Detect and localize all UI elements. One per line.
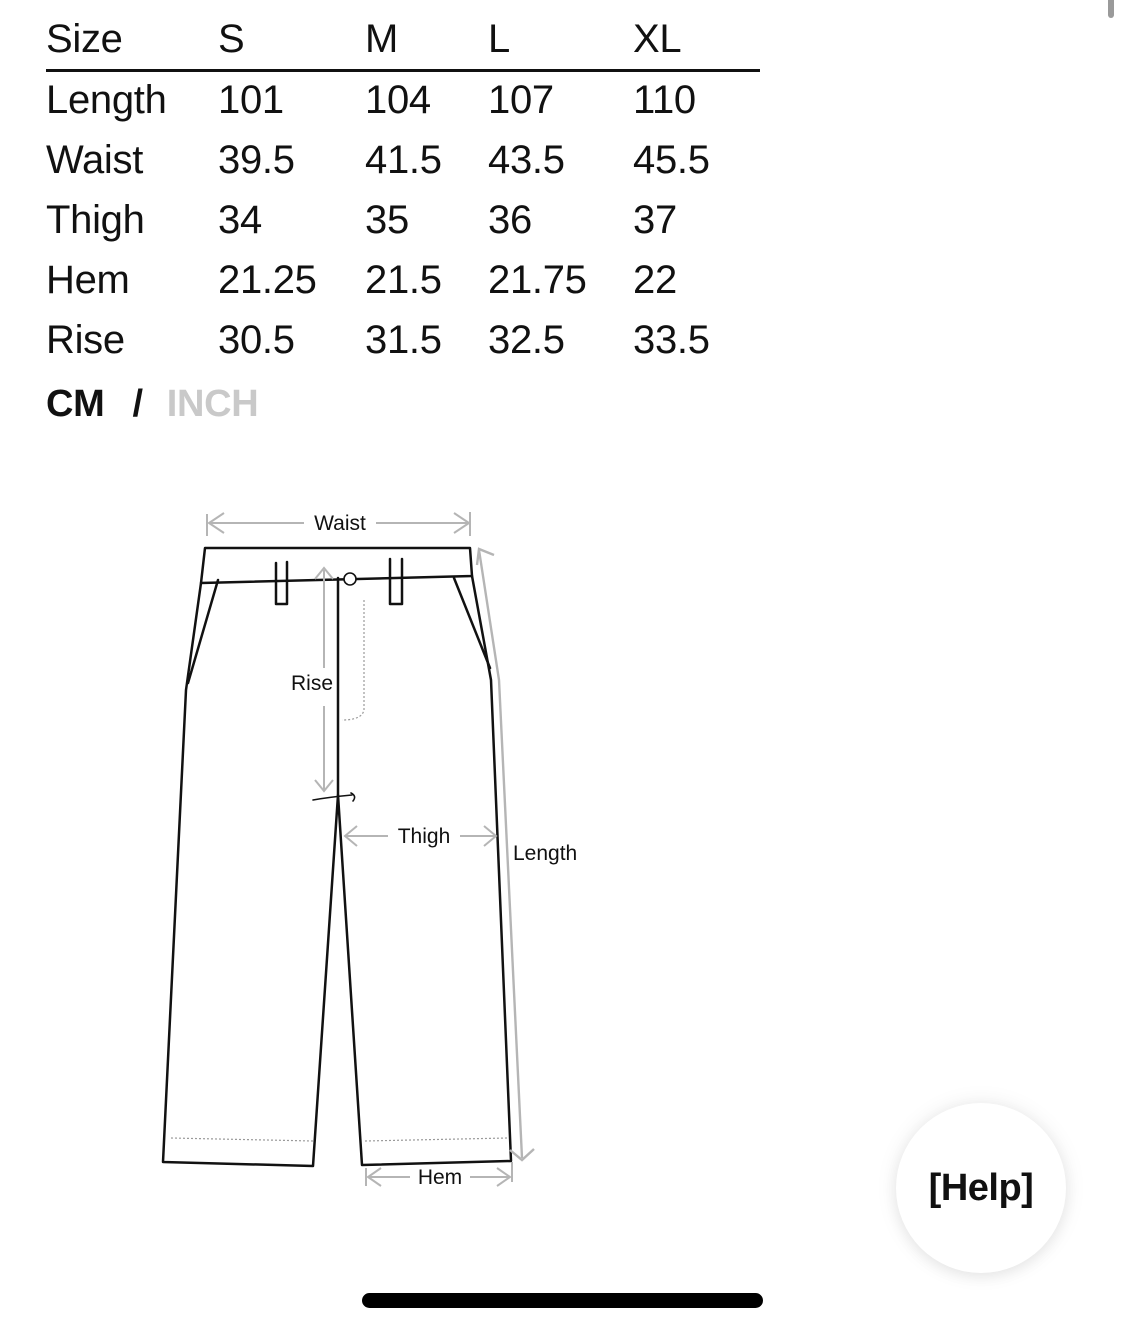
table-row [46, 70, 760, 130]
cell-value: 35 [365, 197, 409, 242]
unit-toggle [46, 383, 258, 426]
cell-value: 21.5 [365, 257, 442, 302]
scroll-indicator[interactable] [1108, 0, 1114, 18]
table-row [46, 310, 760, 370]
unit-separator: / [132, 383, 143, 425]
unit-inch-toggle[interactable]: INCH [166, 383, 259, 425]
cell-value: 43.5 [488, 137, 565, 182]
cell-value: 36 [488, 197, 532, 242]
header-l: L [488, 10, 633, 70]
stitch-lines [171, 600, 508, 1141]
size-chart-table [46, 10, 760, 370]
cell-value: 37 [633, 197, 677, 242]
cell-value: 104 [365, 78, 431, 123]
thigh-label: Thigh [397, 825, 451, 848]
cell-value: 32.5 [488, 317, 565, 362]
pants-outline [163, 548, 511, 1166]
cell-value: 21.25 [218, 257, 317, 302]
row-label-thigh: Thigh [46, 197, 145, 242]
table-row [46, 250, 760, 310]
cell-value: 45.5 [633, 137, 710, 182]
pants-measurement-diagram [0, 440, 700, 1200]
rise-label: Rise [291, 672, 334, 695]
cell-value: 41.5 [365, 137, 442, 182]
help-button[interactable] [896, 1103, 1066, 1273]
help-label: [Help] [928, 1166, 1034, 1209]
button-icon [344, 573, 356, 585]
home-indicator[interactable] [362, 1293, 763, 1308]
header-xl: XL [633, 10, 760, 70]
cell-value: 34 [218, 197, 262, 242]
hem-label: Hem [417, 1166, 463, 1189]
cell-value: 33.5 [633, 317, 710, 362]
header-m: M [365, 10, 488, 70]
table-row [46, 190, 760, 250]
size-header-row [46, 10, 760, 70]
cell-value: 110 [633, 78, 696, 123]
row-label-hem: Hem [46, 257, 130, 302]
header-size: Size [46, 10, 218, 70]
cell-value: 107 [488, 78, 554, 123]
cell-value: 101 [218, 78, 284, 123]
cell-value: 39.5 [218, 137, 295, 182]
header-s: S [218, 10, 365, 70]
cell-value: 21.75 [488, 257, 587, 302]
length-label: Length [513, 842, 578, 865]
unit-cm-toggle[interactable]: CM [46, 383, 105, 425]
waist-label: Waist [314, 512, 366, 535]
row-label-waist: Waist [46, 137, 144, 182]
row-label-length: Length [46, 78, 167, 123]
table-row [46, 130, 760, 190]
cell-value: 31.5 [365, 317, 442, 362]
cell-value: 22 [633, 257, 677, 302]
cell-value: 30.5 [218, 317, 295, 362]
row-label-rise: Rise [46, 317, 125, 362]
